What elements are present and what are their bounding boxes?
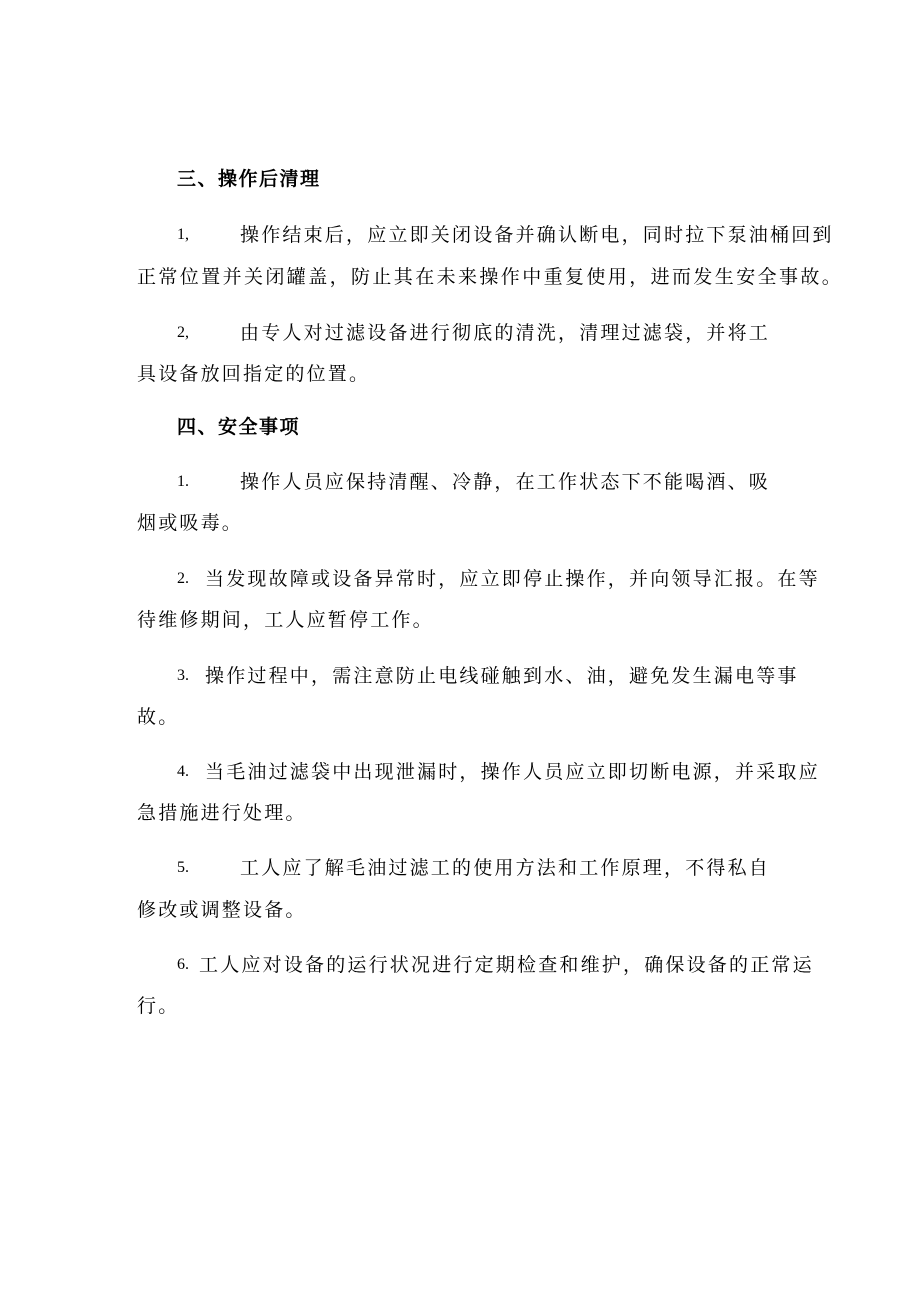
section-heading-3: 三、操作后清理 [177, 168, 321, 190]
item-text-line-1: 工人应了解毛油过滤工的使用方法和工作原理，不得私自 [240, 857, 771, 879]
item-text-line-1: 操作人员应保持清醒、冷静，在工作状态下不能喝酒、吸 [240, 471, 771, 493]
item-number: 6. [177, 956, 189, 973]
item-text-line-1: 操作过程中，需注意防止电线碰触到水、油，避免发生漏电等事 [205, 665, 799, 687]
item-text-line-1: 当毛油过滤袋中出现泄漏时，操作人员应立即切断电源，并采取应 [205, 761, 820, 783]
item-text-line-2: 待维修期间，工人应暂停工作。 [137, 609, 434, 631]
section-heading-4: 四、安全事项 [177, 416, 301, 438]
item-number: 1. [177, 473, 189, 490]
item-number: 5. [177, 859, 189, 876]
item-text-line-2: 故。 [137, 706, 180, 728]
item-number: 3. [177, 667, 189, 684]
item-number: 4. [177, 763, 189, 780]
item-text-line-1: 工人应对设备的运行状况进行定期检查和维护，确保设备的正常运 [199, 954, 814, 976]
item-text-line-2: 行。 [137, 995, 180, 1017]
item-text-line-2: 烟或吸毒。 [137, 512, 244, 534]
item-text-line-1: 由专人对过滤设备进行彻底的清洗，清理过滤袋，并将工 [240, 322, 771, 344]
item-text-line-2: 修改或调整设备。 [137, 899, 307, 921]
item-text-line-2: 正常位置并关闭罐盖，防止其在未来操作中重复使用，进而发生安全事故。 [137, 266, 844, 288]
item-text-line-1: 当发现故障或设备异常时，应立即停止操作，并向领导汇报。在等 [205, 568, 820, 590]
item-number: 1, [177, 226, 189, 243]
item-text-line-2: 具设备放回指定的位置。 [137, 363, 371, 385]
item-text-line-1: 操作结束后，应立即关闭设备并确认断电，同时拉下泵油桶回到 [240, 224, 834, 246]
item-text-line-2: 急措施进行处理。 [137, 802, 307, 824]
item-number: 2. [177, 570, 189, 587]
item-number: 2, [177, 324, 189, 341]
